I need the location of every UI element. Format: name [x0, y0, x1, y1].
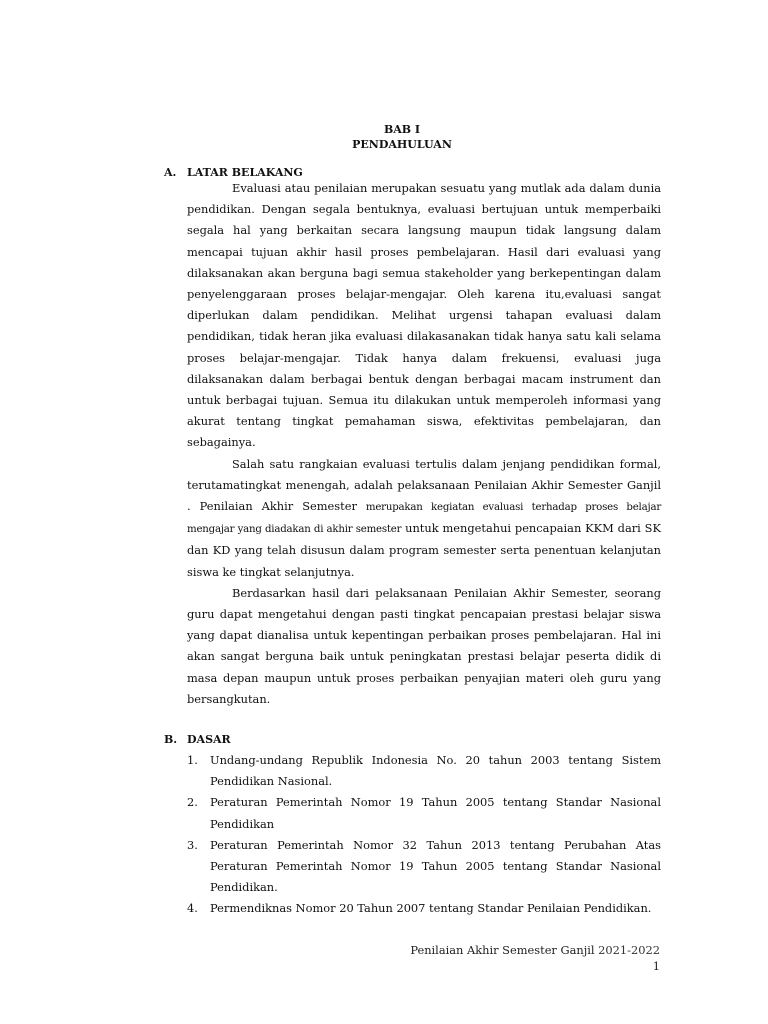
- list-item: [187, 835, 661, 899]
- page-number: 1: [652, 959, 660, 973]
- section-a-body: [187, 178, 661, 710]
- list-item-text: Undang-undang Republik Indonesia No. 20 tahun 2003 tentang Sistem Pendidikan Nasional.: [210, 753, 661, 789]
- page-footer: [410, 942, 660, 974]
- section-b-letter: B.: [164, 733, 178, 746]
- legal-basis-list: [187, 750, 661, 920]
- paragraph-1: Evaluasi atau penilaian merupakan sesuatu yang mutlak ada dalam dunia pendidikan. Dengan segala bentuknya, evaluasi bertujuan untuk memperbaiki segala hal yang berkaitan secara langsung maupun tidak langsung dalam mencapai tujuan akhir hasil proses pembelajaran. Hasil dari evaluasi yang dilaksanakan akan berguna bagi semua stakeholder yang berkepentingan dalam penyelenggaraan proses belajar-mengajar. Oleh karena itu,evaluasi sangat diperlukan dalam pendidikan. Melihat urgensi tahapan evaluasi dalam pendidikan, tidak heran jika evaluasi dilakasanakan tidak hanya satu kali selama proses belajar-mengajar. Tidak hanya dalam frekuensi, evaluasi juga dilaksanakan dalam berbagai bentuk dengan berbagai macam instrument dan untuk berbagai tujuan. Semua itu dilakukan untuk memperoleh informasi yang akurat tentang tingkat pemahaman siswa, efektivitas pembelajaran, dan sebagainya.: [187, 181, 661, 450]
- paragraph-3: Berdasarkan hasil dari pelaksanaan Penilaian Akhir Semester, seorang guru dapat mengetahui dengan pasti tingkat pencapaian prestasi belajar siswa yang dapat dianalisa untuk kepentingan perbaikan proses pembelajaran. Hal ini akan sangat berguna baik untuk peningkatan prestasi belajar peserta didik di masa depan maupun untuk proses perbaikan penyajian materi oleh guru yang bersangkutan.: [187, 585, 661, 706]
- list-item-text: Peraturan Pemerintah Nomor 19 Tahun 2005 tentang Standar Nasional Pendidikan: [210, 795, 661, 831]
- paragraph-2: [187, 454, 661, 583]
- list-item: [187, 750, 661, 792]
- footer-year: 2021-2022: [598, 943, 660, 957]
- paragraph-2-part-1: Salah satu rangkaian evaluasi tertulis dalam jenjang pendidikan formal, terutamatingkat menengah, adalah pelaksanaan Penilaian Akhir Semester Ganjil . Penilaian Akhir Semester: [187, 456, 661, 514]
- paragraph-2-part-3: untuk mengetahui pencapaian KKM dari SK dan KD yang telah disusun dalam program semester serta penentuan kelanjutan siswa ke tingkat selanjutnya.: [187, 521, 661, 579]
- footer-label: [410, 942, 660, 958]
- paragraph-2-part-2: merupakan kegiatan evaluasi terhadap proses belajar mengajar yang diadakan di akhir semester: [187, 502, 661, 536]
- list-item: [187, 898, 661, 919]
- list-item-text: Peraturan Pemerintah Nomor 32 Tahun 2013 tentang Perubahan Atas Peraturan Pemerintah Nomor 19 Tahun 2005 tentang Standar Nasional Pendidikan.: [210, 837, 661, 895]
- section-a-title: LATAR BELAKANG: [187, 166, 303, 179]
- list-item-text: Permendiknas Nomor 20 Tahun 2007 tentang Standar Penilaian Pendidikan.: [210, 901, 652, 916]
- section-b-heading: [164, 733, 231, 747]
- footer-title: Penilaian Akhir Semester Ganjil: [410, 943, 595, 957]
- chapter-title: PENDAHULUAN: [352, 138, 452, 151]
- section-b-title: DASAR: [187, 733, 231, 746]
- list-item-number: 3.: [187, 837, 198, 852]
- chapter-number: BAB I: [383, 123, 421, 136]
- list-item: [187, 792, 661, 834]
- section-a-letter: A.: [164, 166, 177, 179]
- list-item-number: 4.: [187, 901, 198, 916]
- list-item-number: 1.: [187, 753, 198, 767]
- list-item-number: 2.: [187, 795, 198, 810]
